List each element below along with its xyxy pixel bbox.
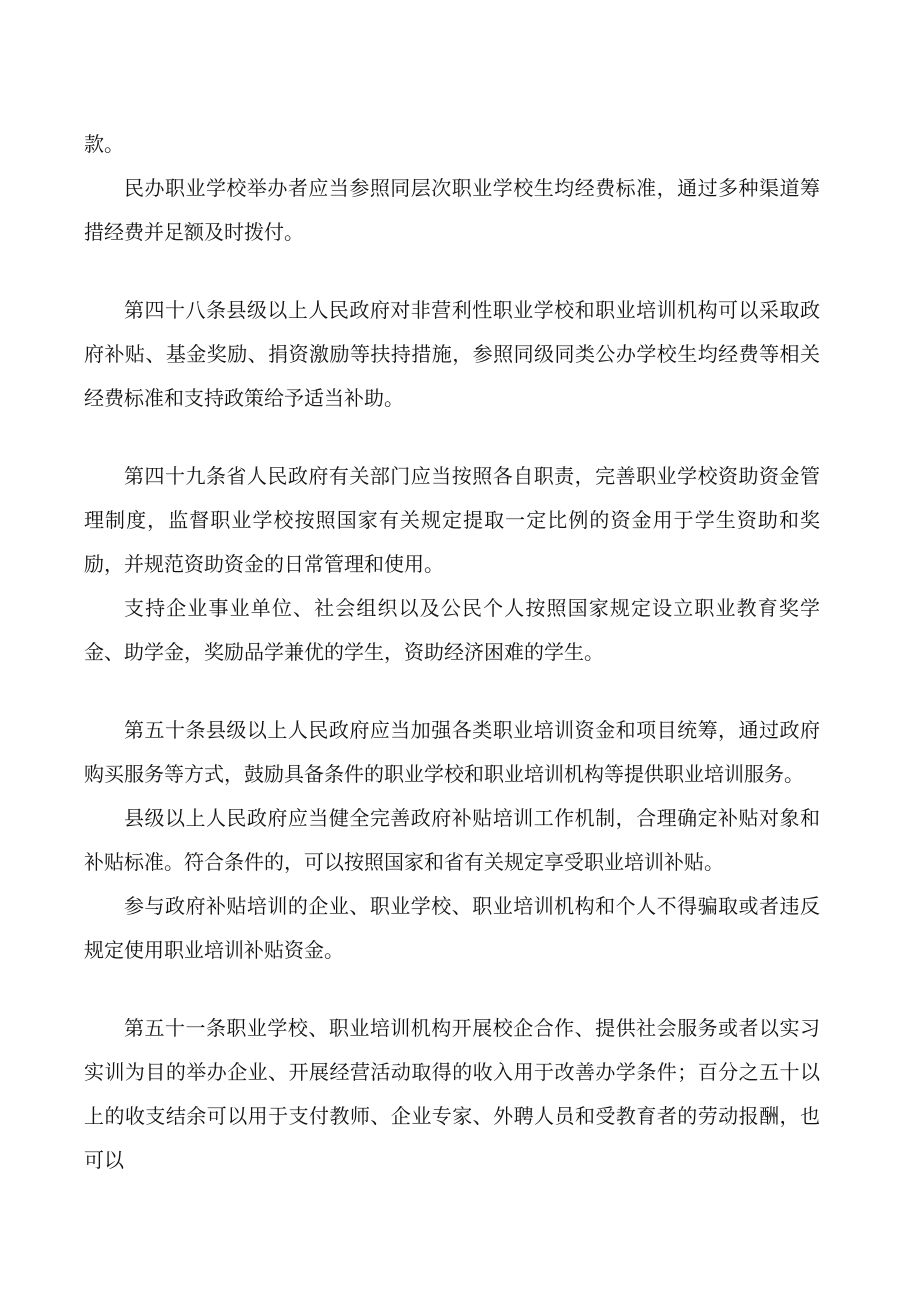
article-48: 第四十八条县级以上人民政府对非营利性职业学校和职业培训机构可以采取政府补贴、基金奖励、捐资激励等扶持措施，参照同级同类公办学校生均经费等相关经费标准和支持政策给予适当补助。: [84, 298, 820, 410]
section-gap: [84, 420, 820, 454]
article-50: 第五十条县级以上人民政府应当加强各类职业培训资金和项目统筹，通过政府购买服务等方式，鼓励具备条件的职业学校和职业培训机构等提供职业培训服务。: [84, 718, 820, 786]
paragraph-continuation: 款。: [84, 132, 124, 156]
paragraph-private-school-funding: 民办职业学校举办者应当参照同层次职业学校生均经费标准，通过多种渠道筹措经费并足额及时拨付。: [84, 176, 820, 244]
section-gap: [84, 674, 820, 708]
paragraph-subsidy-fraud: 参与政府补贴培训的企业、职业学校、职业培训机构和个人不得骗取或者违反规定使用职业培训补贴资金。: [84, 894, 820, 962]
section-gap: [84, 972, 820, 1006]
article-51: 第五十一条职业学校、职业培训机构开展校企合作、提供社会服务或者以实习实训为目的举办企业、开展经营活动取得的收入用于改善办学条件；百分之五十以上的收支结余可以用于支付教师、企业专家、外聘人员和受教育者的劳动报酬，也可以: [84, 1016, 820, 1172]
article-49: 第四十九条省人民政府有关部门应当按照各自职责，完善职业学校资助资金管理制度，监督职业学校按照国家有关规定提取一定比例的资金用于学生资助和奖励，并规范资助资金的日常管理和使用。: [84, 464, 820, 576]
paragraph-scholarships: 支持企业事业单位、社会组织以及公民个人按照国家规定设立职业教育奖学金、助学金，奖励品学兼优的学生，资助经济困难的学生。: [84, 596, 820, 664]
section-gap: [84, 254, 820, 288]
paragraph-subsidy-mechanism: 县级以上人民政府应当健全完善政府补贴培训工作机制，合理确定补贴对象和补贴标准。符合条件的，可以按照国家和省有关规定享受职业培训补贴。: [84, 806, 820, 874]
